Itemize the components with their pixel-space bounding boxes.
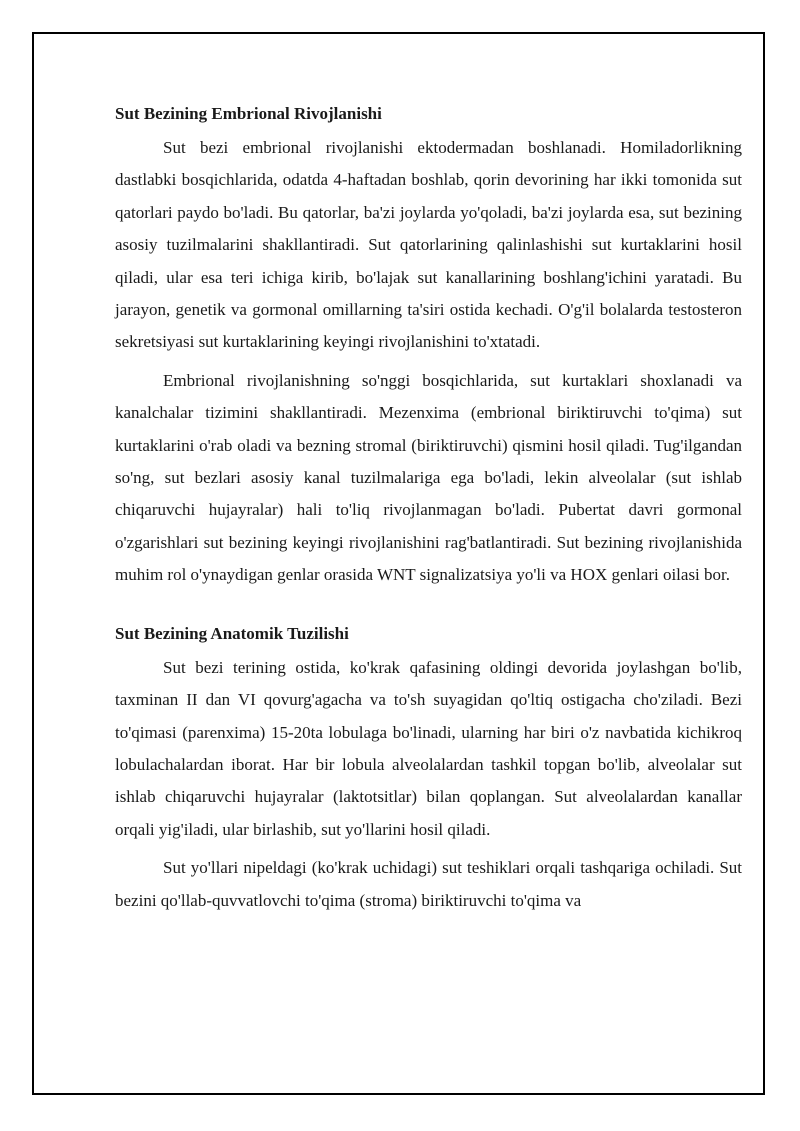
document-body [115,98,742,923]
section-embrional [115,98,742,592]
paragraph: Sut yo'llari nipeldagi (ko'krak uchidagi) sut teshiklari orqali tashqariga ochiladi. Sut bezini qo'llab-quvvatlovchi to'qima (stroma) biriktiruvchi to'qima va [115,858,742,910]
section-anatomik [115,618,742,917]
section-heading: Sut Bezining Anatomik Tuzilishi [115,623,349,643]
paragraph: Sut bezi terining ostida, ko'krak qafasining oldingi devorida joylashgan bo'lib, taxminan II dan VI qovurg'agacha va to'sh suyagidan qo'ltiq ostigacha cho'ziladi. Bezi to'qimasi (parenxima) 15-20ta lobulaga bo'linadi, ularning har biri o'z navbatida kichikroq lobulachalardan iborat. Har bir lobula alveolalardan tashkil topgan bo'lib, alveolalar sut ishlab chiqaruvchi hujayralar (laktotsitlar) bilan qoplangan. Sut alveolalardan kanallar orqali yig'iladi, ular birlashib, sut yo'llarini hosil qiladi. [115,657,742,839]
section-heading: Sut Bezining Embrional Rivojlanishi [115,104,382,123]
section-spacer [115,598,742,618]
paragraph: Sut bezi embrional rivojlanishi ektodermadan boshlanadi. Homiladorlikning dastlabki bosqichlarida, odatda 4-haftadan boshlab, qorin devorining har ikki tomonida sut qatorlari paydo bo'ladi. Bu qatorlar, ba'zi joylarda yo'qoladi, ba'zi joylarda esa, sut bezining asosiy tuzilmalarini shakllantiradi. Sut qatorlarining qalinlashishi sut kurtaklarini hosil qiladi, ular esa teri ichiga kirib, bo'lajak sut kanallarining boshlang'ichini yaratadi. Bu jarayon, genetik va gormonal omillarning ta'siri ostida kechadi. O'g'il bolalarda testosteron sekretsiyasi sut kurtaklarining keyingi rivojlanishini to'xtatadi. [115,138,742,352]
paragraph: Embrional rivojlanishning so'nggi bosqichlarida, sut kurtaklari shoxlanadi va kanalchalar tizimini shakllantiradi. Mezenxima (embrional biriktiruvchi to'qima) sut kurtaklarini o'rab oladi va bezning stromal (biriktiruvchi) qismini hosil qiladi. Tug'ilgandan so'ng, sut bezlari asosiy kanal tuzilmalariga ega bo'ladi, lekin alveolalar (sut ishlab chiqaruvchi hujayralar) hali to'liq rivojlanmagan bo'ladi. Pubertat davri gormonal o'zgarishlari sut bezining keyingi rivojlanishini rag'batlantiradi. Sut bezining rivojlanishida muhim rol o'ynaydigan genlar orasida WNT signalizatsiya yo'li va HOX genlari oilasi bor. [115,370,742,585]
